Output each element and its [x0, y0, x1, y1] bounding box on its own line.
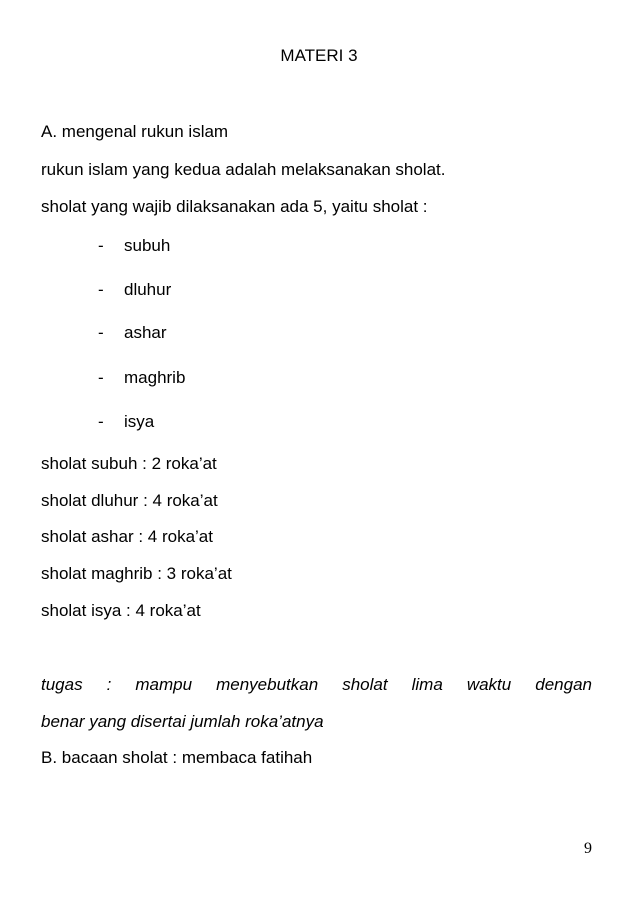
rakaat-line: sholat subuh : 2 roka’at [41, 454, 217, 473]
rakaat-line: sholat ashar : 4 roka’at [41, 527, 213, 546]
list-bullet: - [98, 236, 104, 255]
prayer-name: subuh [124, 236, 171, 255]
task-line: benar yang disertai jumlah roka’atnya [41, 712, 324, 731]
prayer-name: ashar [124, 323, 167, 342]
list-bullet: - [98, 412, 104, 431]
rakaat-line: sholat dluhur : 4 roka’at [41, 491, 218, 510]
list-bullet: - [98, 280, 104, 299]
list-bullet: - [98, 323, 104, 342]
rakaat-line: sholat maghrib : 3 roka’at [41, 564, 232, 583]
paragraph-line: rukun islam yang kedua adalah melaksanakan sholat. [41, 160, 446, 179]
section-a-heading: A. mengenal rukun islam [41, 122, 229, 141]
prayer-name: isya [124, 412, 155, 431]
list-item [98, 411, 154, 433]
prayer-name: dluhur [124, 280, 172, 299]
list-item [98, 235, 170, 257]
list-item [98, 322, 167, 344]
section-b-heading: B. bacaan sholat : membaca fatihah [41, 748, 313, 767]
rakaat-line: sholat isya : 4 roka’at [41, 601, 201, 620]
list-bullet: - [98, 368, 104, 387]
page-number: 9 [584, 840, 592, 857]
paragraph-line: sholat yang wajib dilaksanakan ada 5, yaitu sholat : [41, 197, 428, 216]
page-title: MATERI 3 [280, 46, 358, 65]
prayer-name: maghrib [124, 368, 186, 387]
task-line: tugas : mampu menyebutkan sholat lima waktu dengan [41, 675, 592, 694]
list-item [98, 279, 171, 301]
list-item [98, 367, 185, 389]
